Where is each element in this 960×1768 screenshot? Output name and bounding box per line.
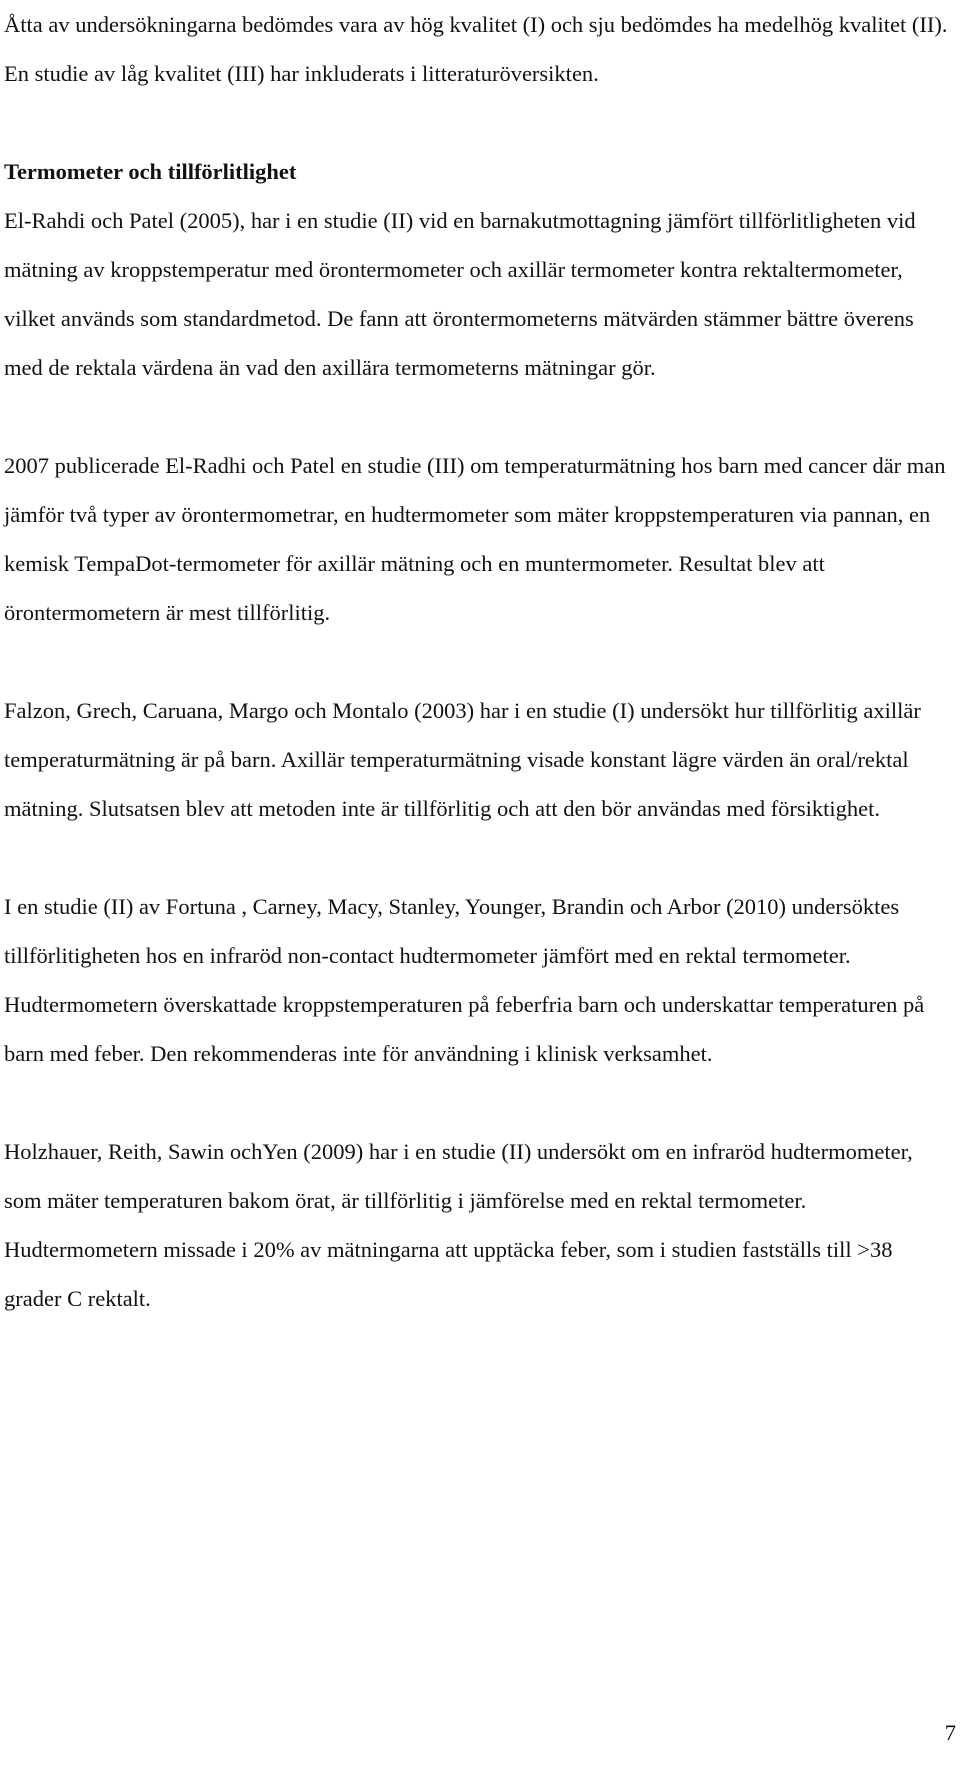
- body-paragraph-5: Holzhauer, Reith, Sawin ochYen (2009) har i en studie (II) undersökt om en infraröd hudtermometer, som mäter temperaturen bakom örat, är tillförlitig i jämförelse med en rektal termometer. Hudtermometern missade i 20% av mätningarna att upptäcka feber, som i studien fastställs till >38 grader C rektalt.: [4, 1139, 913, 1311]
- body-paragraph-4: I en studie (II) av Fortuna , Carney, Macy, Stanley, Younger, Brandin och Arbor (2010) undersöktes tillförlitigheten hos en infraröd non-contact hudtermometer jämfört med en rektal termometer. Hudtermometern överskattade kroppstemperaturen på feberfria barn och underskattar temperaturen på barn med feber. Den rekommenderas inte för användning i klinisk verksamhet.: [4, 894, 925, 1066]
- paragraph-gap: [4, 637, 952, 686]
- body-paragraph-3: Falzon, Grech, Caruana, Margo och Montalo (2003) har i en studie (I) undersökt hur tillförlitig axillär temperaturmätning är på barn. Axillär temperaturmätning visade konstant lägre värden än oral/rektal mätning. Slutsatsen blev att metoden inte är tillförlitig och att den bör användas med försiktighet.: [4, 698, 921, 821]
- paragraph-gap: [4, 833, 952, 882]
- intro-paragraph: Åtta av undersökningarna bedömdes vara av hög kvalitet (I) och sju bedömdes ha medelhög kvalitet (II). En studie av låg kvalitet (III) har inkluderats i litteraturöversikten.: [4, 12, 948, 86]
- section-heading: Termometer och tillförlitlighet: [4, 159, 297, 184]
- paragraph-gap: [4, 392, 952, 441]
- page-number: 7: [944, 1720, 956, 1745]
- body-paragraph-2: 2007 publicerade El-Radhi och Patel en studie (III) om temperaturmätning hos barn med cancer där man jämför två typer av örontermometrar, en hudtermometer som mäter kroppstemperaturen via pannan, en kemisk TempaDot-termometer för axillär mätning och en muntermometer. Resultat blev att örontermometern är mest tillförlitig.: [4, 453, 946, 625]
- document-page: [4, 0, 952, 1323]
- paragraph-gap: [4, 98, 952, 147]
- paragraph-gap: [4, 1078, 952, 1127]
- body-paragraph-1: El-Rahdi och Patel (2005), har i en studie (II) vid en barnakutmottagning jämfört tillförlitligheten vid mätning av kroppstemperatur med örontermometer och axillär termometer kontra rektaltermometer, vilket används som standardmetod. De fann att örontermometerns mätvärden stämmer bättre överens med de rektala värdena än vad den axillära termometerns mätningar gör.: [4, 208, 916, 380]
